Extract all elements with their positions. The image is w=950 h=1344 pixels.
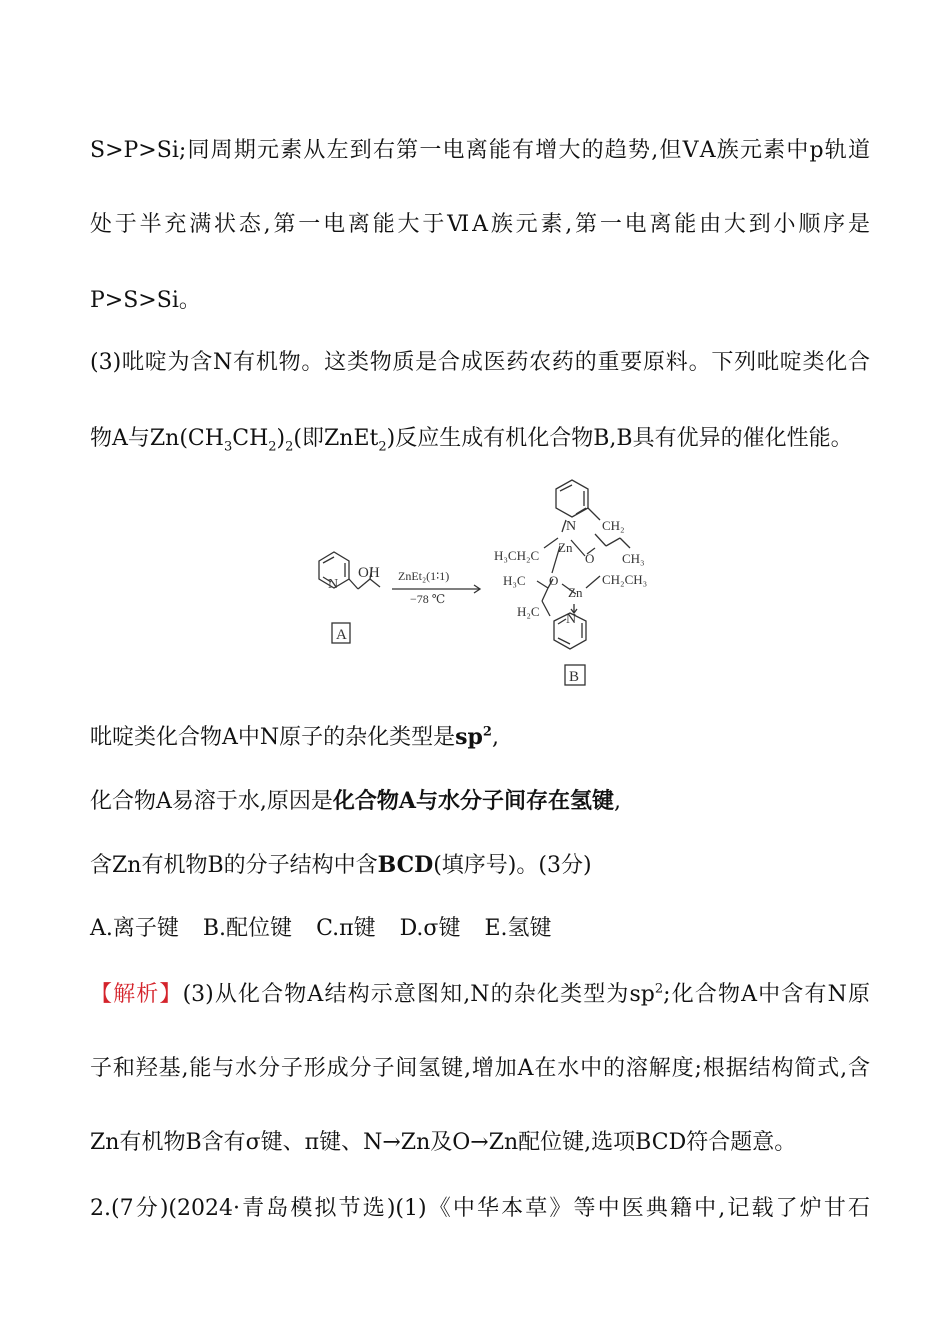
option-c: C.π键 [316,916,376,941]
h3c-label: H₃C [503,573,526,588]
analysis-tag: 【解析】 [90,982,183,1007]
n-label-a: N [328,577,339,592]
label-a: A [336,627,347,643]
reaction-scheme-figure [290,476,670,692]
answer-solubility: 化合物A易溶于水,原因是化合物A与水分子间存在氢键, [90,788,621,814]
n-label-b-top: N [566,519,577,534]
question-3-line: (3)吡啶为含N有机物。这类物质是合成医药农药的重要原料。下列吡啶类化合 [90,350,870,375]
answer-hybridization: 吡啶类化合物A中N原子的杂化类型是$sp^2$, [90,724,499,750]
options-list [90,914,870,944]
question-3-line: 物A与$Zn(CH_3CH_2)_2$(即ZnEt$_2$)反应生成有机化合物B,B具有优异的催化性能。 [90,426,853,455]
option-d: D.σ键 [399,916,461,941]
oh-label: OH [358,565,380,581]
ch3-label-top: CH₃ [622,551,645,566]
o-label-1: O [585,551,595,566]
analysis-line: 【解析】(3)从化合物A结构示意图知,N的杂化类型为$sp^2$;化合物A中含有N原 [90,981,870,1007]
ch2-label-top: CH₂ [602,518,625,533]
o-label-2: O [549,573,559,588]
zn-label-2: Zn [568,585,583,600]
analysis-line: Zn有机物B含有σ键、π键、N→Zn及O→Zn配位键,选项BCD符合题意。 [90,1130,797,1155]
label-b: B [569,669,580,685]
reagent-label: ZnEt₂(1∶1) [398,569,450,583]
option-a: A.离子键 [90,916,179,941]
analysis-line: 子和羟基,能与水分子形成分子间氢键,增加A在水中的溶解度;根据结构简式,含 [90,1056,870,1081]
option-e: E.氢键 [484,916,552,941]
text-line: S>P>Si;同周期元素从左到右第一电离能有增大的趋势,但ⅤA族元素中p轨道 [90,138,870,163]
h2c-label: H₂C [517,604,540,619]
question-2-line: 2.(7分)(2024·青岛模拟节选)(1)《中华本草》等中医典籍中,记载了炉甘石 [90,1196,870,1221]
answer-bonds: 含Zn有机物B的分子结构中含BCD(填序号)。(3分) [90,852,592,878]
text-line: P>S>Si。 [90,288,201,313]
zn-label-1: Zn [558,540,573,555]
text-line: 处于半充满状态,第一电离能大于ⅥA族元素,第一电离能由大到小顺序是 [90,212,870,237]
n-label-b-bottom: N [566,612,577,627]
option-b: B.配位键 [202,916,293,941]
temperature-label: −78 ℃ [410,592,446,606]
ch2ch3-label: CH₂CH₃ [602,572,648,587]
h3cch2-label: H₃CH₂C [494,548,540,563]
